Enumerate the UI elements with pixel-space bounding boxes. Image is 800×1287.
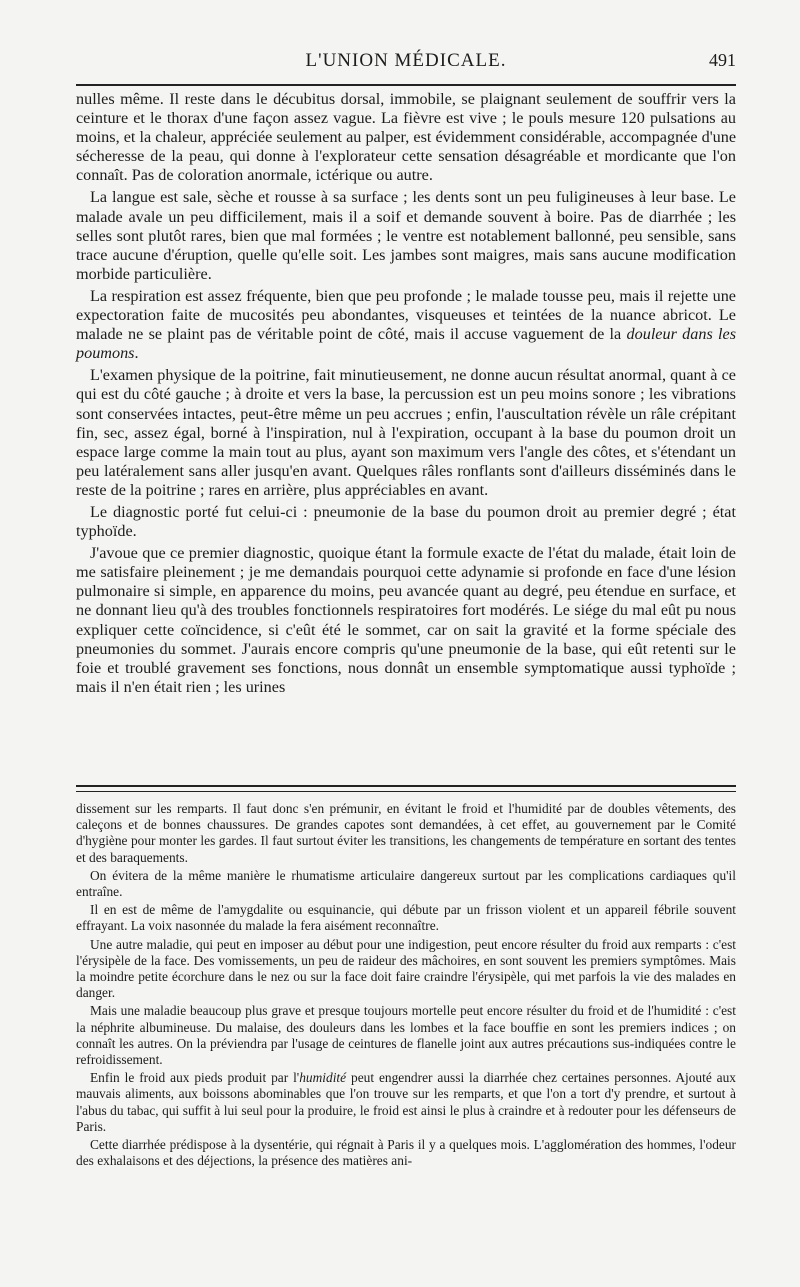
note-paragraph: Une autre maladie, qui peut en imposer au début pour une indigestion, peut encore résulter du froid aux remparts : c'est l'érysipèle de la face. Des vomissements, un peu de raideur des mâchoires, en sont souvent les premiers symptômes. Mais la moindre petite écorchure dans le nez ou sur la face doit faire craindre l'érysipèle, qui met parfois la vie des malades en danger.	[76, 936, 736, 1001]
page-number: 491	[709, 50, 736, 70]
paragraph	[76, 287, 736, 363]
note-paragraph: On évitera de la même manière le rhumatisme articulaire dangereux surtout par les complications cardiaques qu'il entraîne.	[76, 867, 736, 900]
footnote-text	[76, 801, 736, 1171]
header-rule	[76, 84, 736, 86]
paragraph: La langue est sale, sèche et rousse à sa surface ; les dents sont un peu fuligineuses à leur base. Le malade avale un peu difficilement, mais il a soif et demande souvent à boire. Pas de diarrhée ; les selles sont plutôt rares, bien que mal formées ; le ventre est notablement ballonné, peu sensible, sans trace aucune d'éruption, quelle qu'elle soit. Les jambes sont maigres, mais sans aucune modification morbide particulière.	[76, 188, 736, 283]
note-text: Enfin le froid aux pieds produit par l'	[90, 1070, 300, 1086]
note-paragraph: Il en est de même de l'amygdalite ou esquinancie, qui débute par un frisson violent et un appareil fébrile souvent effrayant. La voix nasonnée du malade la fera aisément reconnaître.	[76, 902, 736, 934]
running-header	[76, 50, 736, 78]
note-paragraph: dissement sur les remparts. Il faut donc s'en prémunir, en évitant le froid et l'humidité par de doubles vêtements, des caleçons et de bonnes chaussures. De grandes capotes sont demandées, à cet effet, au gouvernement par le Comité d'hygiène pour monter les gardes. Il faut surtout éviter les transitions, les changements de température en sortant des tentes et des baraquements.	[76, 801, 736, 865]
journal-title: L'UNION MÉDICALE.	[305, 50, 507, 71]
note-text: peut engendrer aussi la diarrhée chez certaines personnes. Ajouté aux mauvais aliments, aux boissons abominables que l'on trouve sur les remparts, et que l'on a tort d'y prendre, et surtout à l'abus du tabac, qui suffit à lui seul pour la produire, le froid est ainsi le plus à craindre et à redouter pour les défenseurs de Paris.	[76, 1070, 736, 1134]
paragraph-text: .	[134, 344, 139, 363]
footnote-separator	[76, 785, 736, 792]
note-paragraph	[76, 1070, 736, 1135]
note-paragraph: Cette diarrhée prédispose à la dysentérie, qui régnait à Paris il y a quelques mois. L'agglomération des hommes, l'odeur des exhalaisons et des déjections, la présence des matières ani-	[76, 1137, 736, 1169]
paragraph-text: La respiration est assez fréquente, bien que peu profonde ; le malade tousse peu, mais il rejette une expectoration faite de mucosités peu abondantes, visqueuses et teintées de la nuance abricot. Le malade ne se plaint pas de véritable point de côté, mais il accuse vaguement de la	[76, 286, 736, 344]
paragraph: nulles même. Il reste dans le décubitus dorsal, immobile, se plaignant seulement de souffrir vers la ceinture et le thorax d'une façon assez vague. La fièvre est vive ; le pouls mesure 120 pulsations au moins, et la chaleur, appréciée seulement au palper, est évidemment considérable, accompagnée d'une sécheresse de la peau, qui donne à l'explorateur cette sensation désagréable et mordicante que l'on connaît. Pas de coloration anormale, ictérique ou autre.	[76, 90, 736, 185]
note-paragraph: Mais une maladie beaucoup plus grave et presque toujours mortelle peut encore résulter du froid et de l'humidité : c'est la néphrite albumineuse. Du malaise, des douleurs dans les lombes et la face bouffie en sont les premiers indices ; on connaît les autres. On la préviendra par l'usage de ceintures de flanelle joint aux autres précautions sus-indiquées contre le refroidissement.	[76, 1003, 736, 1068]
italic-phrase: douleur dans les poumons	[76, 325, 737, 363]
paragraph: L'examen physique de la poitrine, fait minutieusement, ne donne aucun résultat anormal, quant à ce qui est du côté gauche ; à droite et vers la base, la percussion est un peu moins sonore ; les vibrations sont conservées intactes, peut-être même un peu accrues ; enfin, l'auscultation révèle un râle crépitant fin, sec, assez égal, borné à l'inspiration, nul à l'expiration, occupant à la base du poumon droit un espace large comme la main tout au plus, ayant son maximum vers l'angle des côtes, et s'étendant un peu latéralement sans aller jusqu'en avant. Quelques râles ronflants sont d'ailleurs disséminés dans le reste de la poitrine ; rares en arrière, plus appréciables en avant.	[76, 366, 736, 499]
main-text	[76, 90, 736, 700]
paragraph: Le diagnostic porté fut celui-ci : pneumonie de la base du poumon droit au premier degré ; état typhoïde.	[76, 502, 736, 541]
italic-word: humidité	[299, 1070, 347, 1086]
paragraph: J'avoue que ce premier diagnostic, quoique étant la formule exacte de l'état du malade, était loin de me satisfaire pleinement ; je me demandais pourquoi cette adynamie si profonde en face d'une lésion pulmonaire si simple, en apparence du moins, peu avancée quant au degré, peu étendue en surface, et ne donnant lieu qu'à des troubles fonctionnels respiratoires fort modérés. Le siége du mal eût pu nous expliquer cette coïncidence, si c'eût été le sommet, car on sait la gravité et la forme spéciale des pneumonies du sommet. J'aurais encore compris qu'une pneumonie de la base, qui eût retenti sur le foie et troublé gravement ses fonctions, nous donnât un ensemble symptomatique aussi typhoïde ; mais il n'en était rien ; les urines	[76, 544, 736, 696]
